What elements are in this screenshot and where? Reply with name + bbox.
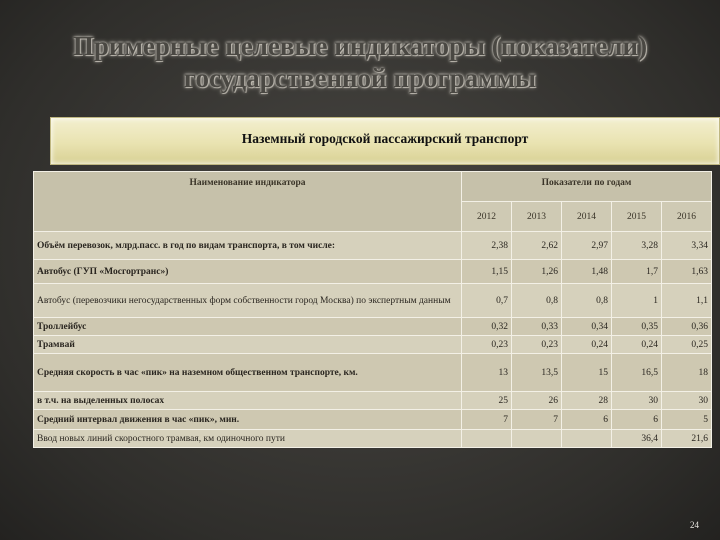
indicator-name: Автобус (ГУП «Мосгортранс») bbox=[34, 260, 462, 284]
indicator-value: 1,48 bbox=[562, 260, 612, 284]
indicator-value: 0,8 bbox=[512, 284, 562, 318]
indicator-value: 0,8 bbox=[562, 284, 612, 318]
indicator-value: 1 bbox=[612, 284, 662, 318]
indicator-value bbox=[562, 430, 612, 448]
indicators-table bbox=[33, 171, 712, 448]
header-values-by-year: Показатели по годам bbox=[462, 172, 712, 202]
indicator-value: 7 bbox=[512, 410, 562, 430]
indicator-value: 25 bbox=[462, 392, 512, 410]
slide-title-line-1: Примерные целевые индикаторы (показатели) bbox=[72, 31, 648, 61]
indicator-value: 16,5 bbox=[612, 354, 662, 392]
indicator-name: Трамвай bbox=[34, 336, 462, 354]
year-header: 2015 bbox=[612, 202, 662, 232]
indicator-name: Средняя скорость в час «пик» на наземном общественном транспорте, км. bbox=[34, 354, 462, 392]
table-row bbox=[34, 354, 712, 392]
indicator-value: 26 bbox=[512, 392, 562, 410]
indicator-value: 2,38 bbox=[462, 232, 512, 260]
table-row bbox=[34, 232, 712, 260]
indicator-value: 21,6 bbox=[662, 430, 712, 448]
indicator-name: Автобус (перевозчики негосударственных форм собственности город Москва) по экспертным данным bbox=[34, 284, 462, 318]
section-banner bbox=[50, 117, 720, 165]
indicator-value: 0,35 bbox=[612, 318, 662, 336]
table-row bbox=[34, 336, 712, 354]
table-row bbox=[34, 392, 712, 410]
indicator-value: 0,36 bbox=[662, 318, 712, 336]
indicator-value: 15 bbox=[562, 354, 612, 392]
header-indicator-name: Наименование индикатора bbox=[34, 172, 462, 232]
indicator-value: 18 bbox=[662, 354, 712, 392]
indicator-value: 0,23 bbox=[462, 336, 512, 354]
table-row bbox=[34, 430, 712, 448]
indicator-value: 2,62 bbox=[512, 232, 562, 260]
indicator-name: Объём перевозок, млрд.пасс. в год по видам транспорта, в том числе: bbox=[34, 232, 462, 260]
indicator-value: 0,25 bbox=[662, 336, 712, 354]
indicator-value: 3,28 bbox=[612, 232, 662, 260]
indicator-value: 1,26 bbox=[512, 260, 562, 284]
indicator-value: 0,32 bbox=[462, 318, 512, 336]
table-row bbox=[34, 284, 712, 318]
year-header: 2016 bbox=[662, 202, 712, 232]
indicator-value: 1,63 bbox=[662, 260, 712, 284]
indicator-value: 2,97 bbox=[562, 232, 612, 260]
indicator-value: 13 bbox=[462, 354, 512, 392]
indicator-value: 0,24 bbox=[562, 336, 612, 354]
indicator-value: 7 bbox=[462, 410, 512, 430]
indicator-value: 0,34 bbox=[562, 318, 612, 336]
indicator-value: 0,33 bbox=[512, 318, 562, 336]
indicator-value bbox=[462, 430, 512, 448]
indicator-value: 30 bbox=[662, 392, 712, 410]
indicator-value: 6 bbox=[612, 410, 662, 430]
indicator-name: Ввод новых линий скоростного трамвая, км одиночного пути bbox=[34, 430, 462, 448]
indicator-value: 3,34 bbox=[662, 232, 712, 260]
indicator-value: 5 bbox=[662, 410, 712, 430]
slide-title bbox=[0, 30, 720, 94]
indicator-name: Троллейбус bbox=[34, 318, 462, 336]
indicator-value: 0,23 bbox=[512, 336, 562, 354]
indicator-name: Средний интервал движения в час «пик», мин. bbox=[34, 410, 462, 430]
page-number: 24 bbox=[690, 520, 699, 530]
section-banner-text: Наземный городской пассажирский транспорт bbox=[241, 131, 529, 146]
table-header-row bbox=[34, 172, 712, 202]
year-header: 2012 bbox=[462, 202, 512, 232]
table-row bbox=[34, 260, 712, 284]
indicator-value: 1,7 bbox=[612, 260, 662, 284]
slide-title-line-2: государственной программы bbox=[183, 63, 537, 93]
table-row bbox=[34, 318, 712, 336]
indicator-value: 0,24 bbox=[612, 336, 662, 354]
indicator-value bbox=[512, 430, 562, 448]
indicator-value: 0,7 bbox=[462, 284, 512, 318]
indicator-value: 6 bbox=[562, 410, 612, 430]
indicator-value: 30 bbox=[612, 392, 662, 410]
indicator-name: в т.ч. на выделенных полосах bbox=[34, 392, 462, 410]
indicator-value: 28 bbox=[562, 392, 612, 410]
year-header: 2013 bbox=[512, 202, 562, 232]
indicator-value: 1,15 bbox=[462, 260, 512, 284]
year-header: 2014 bbox=[562, 202, 612, 232]
indicator-value: 1,1 bbox=[662, 284, 712, 318]
indicator-value: 13,5 bbox=[512, 354, 562, 392]
table-row bbox=[34, 410, 712, 430]
indicator-value: 36,4 bbox=[612, 430, 662, 448]
